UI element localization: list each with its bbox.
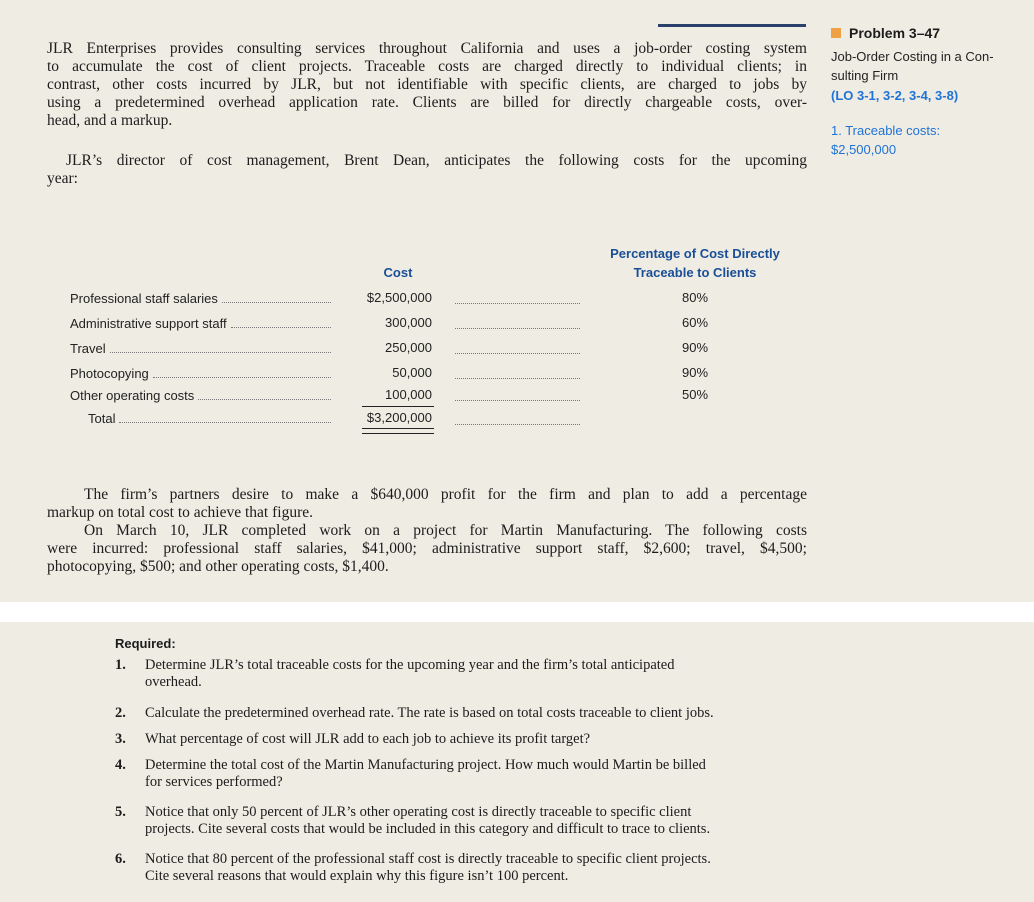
text-line: markup on total cost to achieve that figure. xyxy=(47,504,313,521)
learning-objectives: (LO 3-1, 3-2, 3-4, 3-8) xyxy=(831,88,959,103)
requirement-text xyxy=(145,851,711,885)
row-percentage: 90% xyxy=(681,365,709,380)
text-line: Notice that 80 percent of the professional staff cost is directly traceable to specific client projects. xyxy=(145,851,711,867)
subtitle-line: sulting Firm xyxy=(831,68,899,83)
leader-dots xyxy=(153,376,331,378)
text-line: overhead. xyxy=(145,674,202,690)
text-line: Determine JLR’s total traceable costs for the upcoming year and the firm’s total anticipated xyxy=(145,657,675,673)
requirement-number: 2. xyxy=(115,705,126,721)
row-percentage: 60% xyxy=(681,315,709,330)
text-line: year: xyxy=(47,170,78,187)
subtitle-line: Job-Order Costing in a Con- xyxy=(831,49,994,64)
row-cost: 50,000 xyxy=(392,365,432,380)
requirement-number: 6. xyxy=(115,851,126,867)
row-label-text: Other operating costs xyxy=(70,388,195,403)
leader-dots xyxy=(455,423,580,425)
text-line: projects. Cite several costs that would be included in this category and difficult to trace to clients. xyxy=(145,821,711,837)
leader-dots xyxy=(455,302,580,304)
row-label-text: Travel xyxy=(70,341,106,356)
text-line: JLR Enterprises provides consulting services throughout California and uses a job-order costing system xyxy=(47,40,807,57)
text-line: What percentage of cost will JLR add to each job to achieve its profit target? xyxy=(145,731,591,747)
leader-dots xyxy=(455,377,580,379)
text-line: contrast, other costs incurred by JLR, but not identifiable with specific clients, are charged to jobs by xyxy=(47,76,807,93)
row-cost: 300,000 xyxy=(385,315,432,330)
row-percentage: 80% xyxy=(681,290,709,305)
text-line: The firm’s partners desire to make a $640,000 profit for the firm and plan to add a percentage xyxy=(84,486,807,503)
text-line: JLR’s director of cost management, Brent Dean, anticipates the following costs for the upcoming xyxy=(66,152,807,169)
leader-dots xyxy=(110,351,331,353)
table-row-label xyxy=(70,315,335,331)
text-line: On March 10, JLR completed work on a project for Martin Manufacturing. The following costs xyxy=(84,522,807,539)
row-percentage: 50% xyxy=(681,387,709,402)
section-divider xyxy=(0,602,1034,622)
table-total-label xyxy=(88,410,335,426)
problem-sidebar xyxy=(831,24,1031,159)
square-bullet-icon xyxy=(831,28,841,38)
hint-line: $2,500,000 xyxy=(831,142,897,157)
text-line: Cite several reasons that would explain why this figure isn’t 100 percent. xyxy=(145,868,569,884)
text-line: Determine the total cost of the Martin Manufacturing project. How much would Martin be billed xyxy=(145,757,706,773)
percentage-column-header-line1: Percentage of Cost Directly xyxy=(610,246,780,261)
row-cost: $2,500,000 xyxy=(366,290,432,305)
requirement-text xyxy=(145,657,674,691)
leader-dots xyxy=(222,301,331,303)
requirement-number: 4. xyxy=(115,757,126,773)
text-line: using a predetermined overhead application rate. Clients are billed for directly chargeable costs, over- xyxy=(47,94,807,111)
requirement-text xyxy=(145,731,590,748)
hint-line: 1. Traceable costs: xyxy=(831,123,941,138)
row-percentage: 90% xyxy=(681,340,709,355)
text-line: were incurred: professional staff salaries, $41,000; administrative support staff, $2,600; travel, $4,500; xyxy=(47,540,807,557)
row-cost: 100,000 xyxy=(385,387,432,402)
leader-dots xyxy=(455,352,580,354)
table-row-label xyxy=(70,365,335,381)
requirement-number: 1. xyxy=(115,657,126,673)
row-cost: 250,000 xyxy=(385,340,432,355)
row-label-text: Administrative support staff xyxy=(70,316,227,331)
details-paragraph-1 xyxy=(47,486,807,522)
table-row-label xyxy=(70,340,335,356)
requirement-number: 3. xyxy=(115,731,126,747)
row-label-text: Photocopying xyxy=(70,366,149,381)
intro-paragraph-1 xyxy=(47,40,807,130)
table-row-label xyxy=(70,387,335,403)
total-cost: $3,200,000 xyxy=(366,410,432,425)
row-label-text: Professional staff salaries xyxy=(70,291,218,306)
text-line: head, and a markup. xyxy=(47,112,173,129)
table-row-label xyxy=(70,290,335,306)
leader-dots xyxy=(119,421,331,423)
text-line: to accumulate the cost of client projects. Traceable costs are charged directly to individual clients; in xyxy=(47,58,807,75)
problem-subtitle xyxy=(831,47,1031,85)
total-label-text: Total xyxy=(88,411,116,426)
cost-column-header: Cost xyxy=(383,265,413,280)
details-paragraph-2 xyxy=(47,522,807,576)
leader-dots xyxy=(455,327,580,329)
leader-dots xyxy=(231,326,331,328)
percentage-column-header-line2: Traceable to Clients xyxy=(633,265,757,280)
answer-hint xyxy=(831,121,1031,159)
leader-dots xyxy=(455,399,580,401)
problem-heading xyxy=(831,24,1031,42)
requirement-text xyxy=(145,757,706,791)
leader-dots xyxy=(198,398,331,400)
text-line: photocopying, $500; and other operating costs, $1,400. xyxy=(47,558,389,575)
subtotal-rule xyxy=(362,406,434,407)
required-heading: Required: xyxy=(115,636,176,651)
requirement-text xyxy=(145,804,710,838)
requirement-number: 5. xyxy=(115,804,126,820)
requirement-text xyxy=(145,705,714,722)
text-line: Calculate the predetermined overhead rate. The rate is based on total costs traceable to client jobs. xyxy=(145,705,714,721)
header-rule xyxy=(658,24,806,27)
total-double-rule xyxy=(362,428,434,434)
problem-label: Problem 3–47 xyxy=(849,25,941,41)
text-line: for services performed? xyxy=(145,774,283,790)
intro-paragraph-2 xyxy=(47,152,807,188)
text-line: Notice that only 50 percent of JLR’s other operating cost is directly traceable to specific client xyxy=(145,804,692,820)
